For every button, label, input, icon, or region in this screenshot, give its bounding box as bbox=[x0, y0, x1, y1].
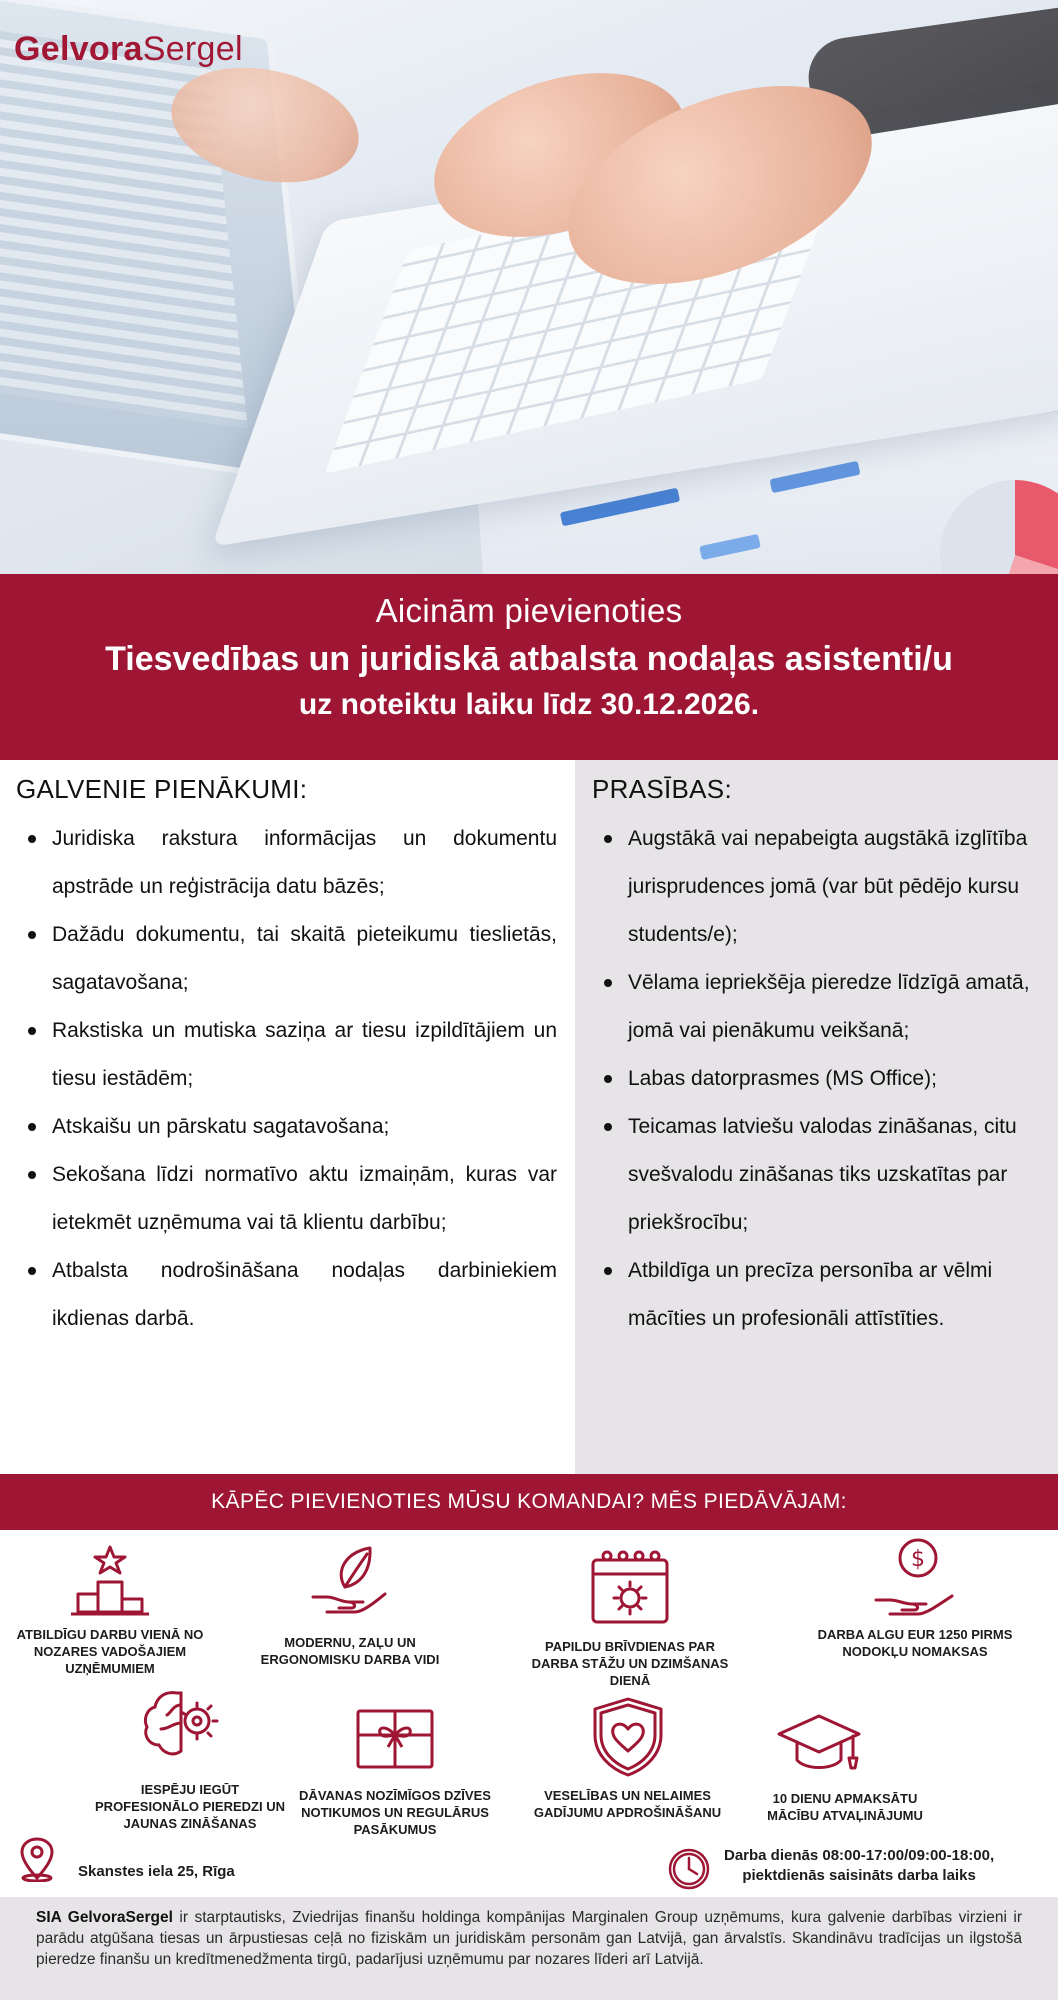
hand-leaf-icon bbox=[305, 1542, 395, 1622]
list-item: Rakstiska un mutiska saziņa ar tiesu izpildītājiem un tiesu iestādēm; bbox=[16, 1007, 557, 1103]
calendar-sun-icon bbox=[585, 1548, 675, 1628]
job-title: Tiesvedības un juridiskā atbalsta nodaļas asistenti/u bbox=[105, 640, 953, 678]
benefit-label: ATBILDĪGU DARBU VIENĀ NO NOZARES VADOŠAJIEM UZŅĒMUMIEM bbox=[16, 1627, 204, 1676]
list-item: Labas datorprasmes (MS Office); bbox=[592, 1055, 1044, 1103]
duties-title: GALVENIE PIENĀKUMI: bbox=[16, 774, 308, 804]
invite-text: Aicinām pievienoties bbox=[375, 592, 683, 629]
benefit-label: DĀVANAS NOZĪMĪGOS DZĪVES NOTIKUMOS UN REGULĀRUS PASĀKUMUS bbox=[299, 1788, 491, 1837]
company-about bbox=[0, 1897, 1058, 2000]
list-item: Atbildīga un precīza personība ar vēlmi mācīties un profesionāli attīstīties. bbox=[592, 1247, 1044, 1343]
benefit-label: VESELĪBAS UN NELAIMES GADĪJUMU APDROŠINĀŠANU bbox=[533, 1788, 722, 1820]
hand-coin-icon bbox=[870, 1536, 960, 1622]
svg-text:$: $ bbox=[911, 1547, 925, 1572]
benefit-item bbox=[750, 1708, 940, 1824]
benefit-item bbox=[255, 1542, 445, 1668]
company-description: ir starptautisks, Zviedrijas finanšu holdinga kompānijas Marginalen Group uzņēmums, kura galvenie darbības virzieni ir parādu atgūšana tiesas un ārpustiesas ceļā no fiziskām un juridiskām personām gan Latvijā, gan ārvalstīs. Skandināvu tradīcijas un ilgstošā pieredze finanšu un kredītmenedžmenta tirgū, padarījusi uzņēmumu par nozares līderi arī Latvijā. bbox=[36, 1909, 1022, 1968]
location-pin-icon bbox=[16, 1836, 58, 1882]
requirements-section bbox=[575, 760, 1058, 1474]
benefit-item bbox=[295, 1705, 495, 1838]
requirements-list bbox=[592, 815, 1044, 1343]
podium-star-icon bbox=[65, 1542, 155, 1622]
list-item: Juridiska rakstura informācijas un dokumentu apstrāde un reģistrācija datu bāzēs; bbox=[16, 815, 557, 911]
address: Skanstes iela 25, Rīga bbox=[78, 1863, 235, 1880]
hero-photo bbox=[0, 0, 1058, 574]
company-name: SIA GelvoraSergel bbox=[36, 1909, 173, 1926]
clock-icon bbox=[666, 1846, 712, 1892]
list-item: Atskaišu un pārskatu sagatavošana; bbox=[16, 1103, 557, 1151]
shield-heart-icon bbox=[583, 1695, 673, 1779]
benefit-item bbox=[10, 1542, 210, 1677]
benefit-label: 10 DIENU APMAKSĀTU MĀCĪBU ATVAĻINĀJUMU bbox=[767, 1791, 923, 1823]
working-hours: Darba dienās 08:00-17:00/09:00-18:00, piektdienās saisināts darba laiks bbox=[724, 1847, 995, 1884]
list-item: Teicamas latviešu valodas zināšanas, citu svešvalodu zināšanas tiks uzskatītas par priekšrocību; bbox=[592, 1103, 1044, 1247]
gift-icon bbox=[350, 1705, 440, 1775]
benefit-label: PAPILDU BRĪVDIENAS PAR DARBA STĀŽU UN DZIMŠANAS DIENĀ bbox=[531, 1639, 729, 1688]
list-item: Vēlama iepriekšēja pieredze līdzīgā amatā, jomā vai pienākumu veikšanā; bbox=[592, 959, 1044, 1055]
benefit-label: DARBA ALGU EUR 1250 PIRMS NODOKĻU NOMAKSAS bbox=[817, 1627, 1013, 1659]
list-item: Augstākā vai nepabeigta augstākā izglītība jurisprudences jomā (var būt pēdējo kursu students/e); bbox=[592, 815, 1044, 959]
title-band bbox=[0, 574, 1058, 760]
benefits-title: KĀPĒC PIEVIENOTIES MŪSU KOMANDAI? MĒS PIEDĀVĀJAM: bbox=[0, 1474, 1058, 1530]
benefit-item bbox=[530, 1695, 725, 1821]
list-item: Sekošana līdzi normatīvo aktu izmaiņām, kuras var ietekmēt uzņēmuma vai tā klientu darbību; bbox=[16, 1151, 557, 1247]
requirements-title: PRASĪBAS: bbox=[592, 774, 732, 804]
benefit-label: IESPĒJU IEGŪT PROFESIONĀLO PIEREDZI UN JAUNAS ZINĀŠANAS bbox=[95, 1782, 285, 1831]
benefit-item bbox=[95, 1695, 285, 1832]
benefit-label: MODERNU, ZAĻU UN ERGONOMISKU DARBA VIDI bbox=[260, 1635, 440, 1667]
brain-gear-icon bbox=[135, 1687, 225, 1763]
duties-section bbox=[0, 760, 575, 1474]
job-term: uz noteiktu laiku līdz 30.12.2026. bbox=[298, 688, 760, 721]
list-item: Dažādu dokumentu, tai skaitā pieteikumu tieslietās, sagatavošana; bbox=[16, 911, 557, 1007]
list-item: Atbalsta nodrošināšana nodaļas darbiniekiem ikdienas darbā. bbox=[16, 1247, 557, 1343]
benefit-item bbox=[815, 1536, 1015, 1660]
graduation-cap-icon bbox=[775, 1708, 865, 1784]
company-logo: GelvoraSergel bbox=[14, 30, 243, 68]
benefit-item bbox=[530, 1548, 730, 1689]
duties-list bbox=[16, 815, 557, 1343]
